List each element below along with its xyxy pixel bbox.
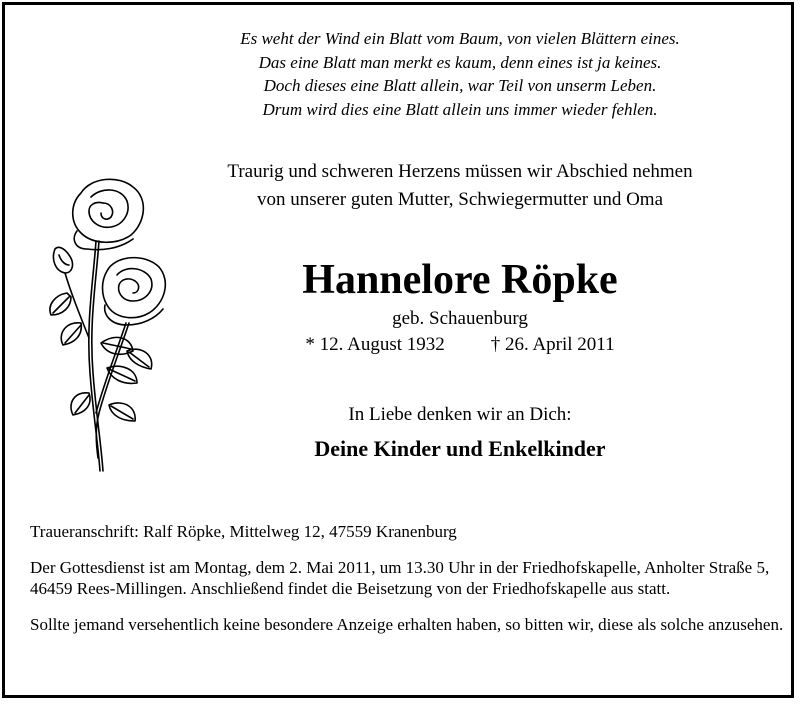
maiden-name: geb. Schauenburg [392, 308, 528, 329]
poem [155, 27, 765, 121]
life-dates [155, 333, 765, 357]
farewell-intro [155, 158, 765, 214]
intro-line-2: von unserer guten Mutter, Schwiegermutter und Oma [256, 189, 664, 210]
poem-line: Doch dieses eine Blatt allein, war Teil von unserm Leben. [263, 76, 657, 95]
death-date: † 26. April 2011 [490, 334, 615, 355]
signature-family: Deine Kinder und Enkelkinder [314, 436, 606, 461]
intro-line-1: Traurig und schweren Herzens müssen wir Abschied nehmen [227, 161, 693, 182]
mourning-address: Traueranschrift: Ralf Röpke, Mittelweg 12, 47559 Kranenburg [30, 522, 457, 541]
poem-line: Drum wird dies eine Blatt allein uns immer wieder fehlen. [262, 99, 658, 119]
birth-date: * 12. August 1932 [305, 334, 445, 355]
love-line: In Liebe denken wir an Dich: [348, 404, 572, 425]
poem-line: Das eine Blatt man merkt es kaum, denn eines ist ja keines. [258, 52, 662, 72]
obituary-frame [2, 2, 794, 698]
poem-line: Es weht der Wind ein Blatt vom Baum, von vielen Blättern eines. [240, 29, 680, 48]
notice-text: Sollte jemand versehentlich keine besondere Anzeige erhalten haben, so bitten wir, diese als solche anzusehen. [30, 614, 784, 634]
obituary-details [30, 521, 790, 649]
deceased-name: Hannelore Röpke [302, 257, 618, 303]
service-info: Der Gottesdienst ist am Montag, dem 2. Mai 2011, um 13.30 Uhr in der Friedhofskapelle, Anholter Straße 5, 46459 Rees-Millingen. Anschließend findet die Beisetzung von der Friedhofskapelle aus statt. [30, 557, 770, 598]
